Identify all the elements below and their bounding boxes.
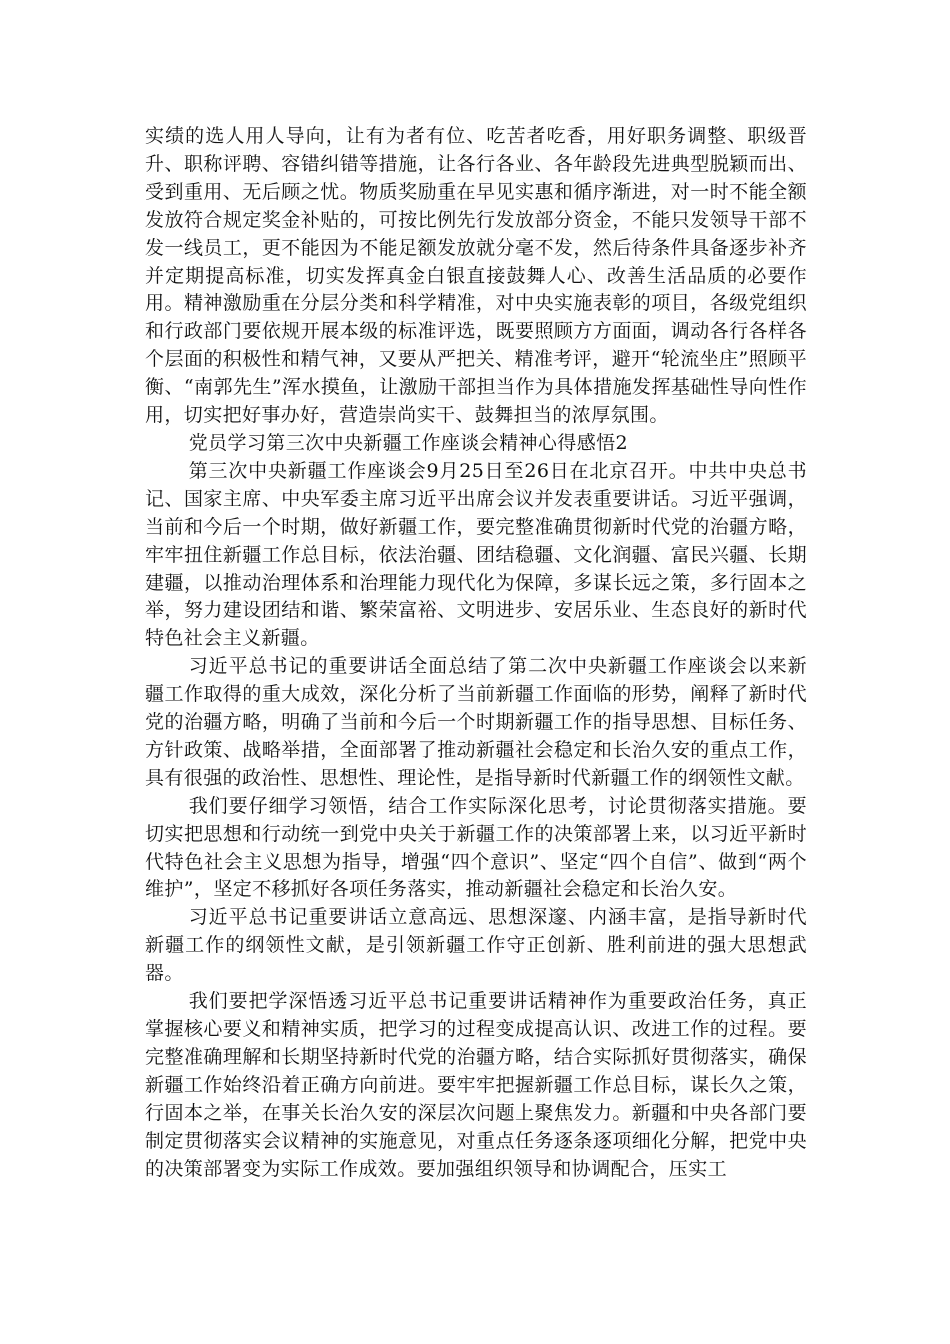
paragraph-4: 我们要仔细学习领悟，结合工作实际深化思考，讨论贯彻落实措施。要切实把思想和行动统一到党中央关于新疆工作的决策部署上来，以习近平新时代特色社会主义思想为指导，增强“四个意识”、坚定“四个自信”、做到“两个维护”，坚定不移抓好各项任务落实，推动新疆社会稳定和长治久安。	[145, 794, 807, 901]
section-title: 党员学习第三次中央新疆工作座谈会精神心得感悟2	[188, 431, 628, 454]
paragraph-3: 习近平总书记的重要讲话全面总结了第二次中央新疆工作座谈会以来新疆工作取得的重大成效，深化分析了当前新疆工作面临的形势，阐释了新时代党的治疆方略，明确了当前和今后一个时期新疆工作的指导思想、目标任务、方针政策、战略举措，全面部署了推动新疆社会稳定和长治久安的重点工作，具有很强的政治性、思想性、理论性，是指导新时代新疆工作的纲领性文献。	[145, 655, 807, 789]
paragraph-2: 第三次中央新疆工作座谈会9月25日至26日在北京召开。中共中央总书记、国家主席、中央军委主席习近平出席会议并发表重要讲话。习近平强调，当前和今后一个时期，做好新疆工作，要完整准确贯彻新时代党的治疆方略，牢牢扭住新疆工作总目标，依法治疆、团结稳疆、文化润疆、富民兴疆、长期建疆，以推动治理体系和治理能力现代化为保障，多谋长远之策，多行固本之举，努力建设团结和谐、繁荣富裕、文明进步、安居乐业、生态良好的新时代特色社会主义新疆。	[145, 459, 807, 650]
paragraph-6: 我们要把学深悟透习近平总书记重要讲话精神作为重要政治任务，真正掌握核心要义和精神实质，把学习的过程变成提高认识、改进工作的过程。要完整准确理解和长期坚持新时代党的治疆方略，结合实际抓好贯彻落实，确保新疆工作始终沿着正确方向前进。要牢牢把握新疆工作总目标，谋长久之策，行固本之举，在事关长治久安的深层次问题上聚焦发力。新疆和中央各部门要制定贯彻落实会议精神的实施意见，对重点任务逐条逐项细化分解，把党中央的决策部署变为实际工作成效。要加强组织领导和协调配合，压实工	[145, 990, 807, 1180]
document-body	[145, 123, 807, 1183]
paragraph-1: 实绩的选人用人导向，让有为者有位、吃苦者吃香，用好职务调整、职级晋升、职称评聘、容错纠错等措施，让各行各业、各年龄段先进典型脱颖而出、受到重用、无后顾之忧。物质奖励重在早见实惠和循序渐进，对一时不能全额发放符合规定奖金补贴的，可按比例先行发放部分资金，不能只发领导干部不发一线员工，更不能因为不能足额发放就分毫不发，然后待条件具备逐步补齐并定期提高标准，切实发挥真金白银直接鼓舞人心、改善生活品质的必要作用。精神激励重在分层分类和科学精准，对中央实施表彰的项目，各级党组织和行政部门要依规开展本级的标准评选，既要照顾方方面面，调动各行各样各个层面的积极性和精气神，又要从严把关、精准考评，避开“轮流坐庄”照顾平衡、“南郭先生”浑水摸鱼，让激励干部担当作为具体措施发挥基础性导向性作用，切实把好事办好，营造崇尚实干、鼓舞担当的浓厚氛围。	[145, 125, 807, 427]
paragraph-5: 习近平总书记重要讲话立意高远、思想深邃、内涵丰富，是指导新时代新疆工作的纲领性文献，是引领新疆工作守正创新、胜利前进的强大思想武器。	[145, 906, 807, 985]
